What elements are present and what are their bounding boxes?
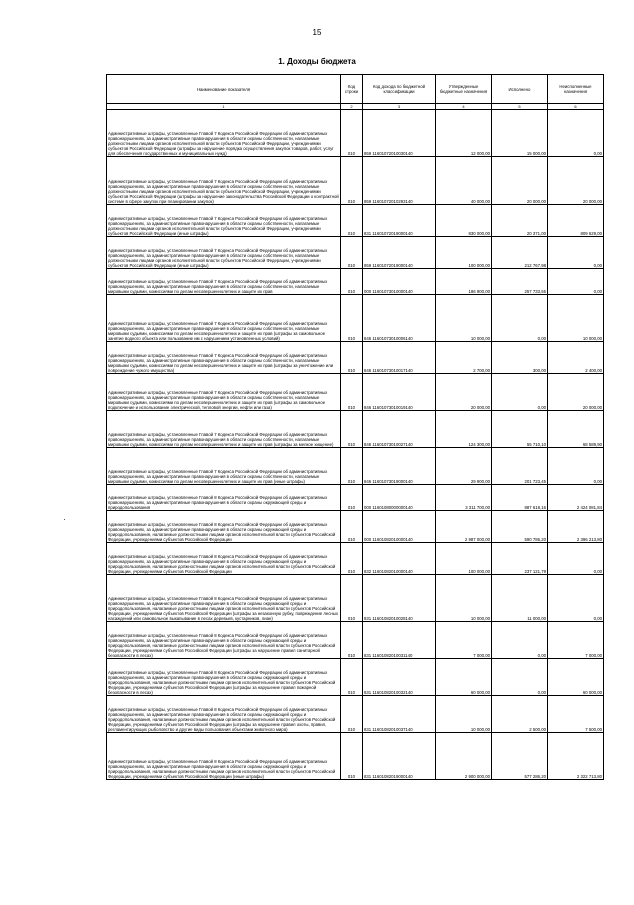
table-row	[107, 205, 604, 237]
row-name-cell: Административные штрафы, установленные Главой 8 Кодекса Российской Федерации об административных правонарушениях, за административные правонарушения в области охраны окружающей среды и природопользования, налагаемые должностными лицами органов исполнительной власти субъектов Российской Федерации, учреждениями субъектов Российской Федерации (штрафы за незаконную рубку, повреждение лесных насаждений или самовольное выкапывание в лесах деревьев, кустарников, лиан)	[107, 575, 341, 622]
row-unexecuted-cell: 809 629,00	[548, 205, 604, 237]
row-line-code-cell: 010	[341, 543, 363, 575]
row-line-code-cell: 010	[341, 733, 363, 780]
document-title: 1. Доходы бюджета	[278, 57, 356, 66]
row-unexecuted-cell: 2 322 713,80	[548, 733, 604, 780]
row-name-cell: Административные штрафы, установленные Главой 7 Кодекса Российской Федерации об административных правонарушениях, за административные правонарушения в области охраны собственности, налагаемые должностными лицами органов исполнительной власти субъектов Российской Федерации, учреждениями субъектов Российской Федерации (штрафы за нарушение законодательства Российской Федерации о контрактной системе в сфере закупок при планировании закупок)	[107, 157, 341, 205]
row-approved-cell: 830 000,00	[436, 205, 492, 237]
row-executed-cell: 201 723,45	[492, 448, 548, 485]
row-approved-cell: 3 311 700,00	[436, 485, 492, 511]
header-unexecuted: Неисполненные назначения	[548, 75, 604, 104]
row-line-code-cell: 010	[341, 110, 363, 157]
table-row	[107, 622, 604, 659]
row-approved-cell: 10 000,00	[436, 696, 492, 733]
row-line-code-cell: 010	[341, 511, 363, 543]
row-unexecuted-cell: 0,00	[548, 448, 604, 485]
row-classification-code-cell: 859 11601072019000140	[363, 237, 436, 269]
row-approved-cell: 186 900,00	[436, 269, 492, 295]
table-row	[107, 485, 604, 511]
row-unexecuted-cell: 7 500,00	[548, 696, 604, 733]
table-row	[107, 511, 604, 543]
table-row	[107, 374, 604, 411]
row-approved-cell: 7 000,00	[436, 622, 492, 659]
row-name-cell: Административные штрафы, установленные Главой 8 Кодекса Российской Федерации об административных правонарушениях, за административные правонарушения в области охраны окружающей среды и природопользования	[107, 485, 341, 511]
table-row	[107, 157, 604, 205]
row-executed-cell: 55 710,10	[492, 411, 548, 448]
row-name-cell: Административные штрафы, установленные Главой 7 Кодекса Российской Федерации об административных правонарушениях, за административные правонарушения в области охраны собственности, налагаемые должностными лицами органов исполнительной власти субъектов Российской Федерации, учреждениями субъектов Российской Федерации (иные штрафы)	[107, 205, 341, 237]
row-name-cell: Административные штрафы, установленные Главой 7 Кодекса Российской Федерации об административных правонарушениях, за административные правонарушения в области охраны собственности, налагаемые мировыми судьями, комиссиями по делам несовершеннолетних и защите их прав (иные штрафы)	[107, 448, 341, 485]
row-approved-cell: 10 000,00	[436, 575, 492, 622]
row-executed-cell: 11 000,00	[492, 575, 548, 622]
row-line-code-cell: 010	[341, 411, 363, 448]
row-line-code-cell: 010	[341, 374, 363, 411]
row-name-cell: Административные штрафы, установленные Главой 7 Кодекса Российской Федерации об административных правонарушениях, за административные правонарушения в области охраны собственности, налагаемые должностными лицами органов исполнительной власти субъектов Российской Федерации, учреждениями субъектов Российской Федерации (штрафы за нарушение порядка осуществления закупок товаров, работ, услуг для обеспечения государственных и муниципальных нужд)	[107, 110, 341, 157]
row-name-cell: Административные штрафы, установленные Главой 8 Кодекса Российской Федерации об административных правонарушениях, за административные правонарушения в области охраны окружающей среды и природопользования, налагаемые должностными лицами органов исполнительной власти субъектов Российской Федерации, учреждениями субъектов Российской Федерации	[107, 511, 341, 543]
row-line-code-cell: 010	[341, 485, 363, 511]
header-classification-code: Код дохода по бюджетной классификации	[363, 75, 436, 104]
row-name-cell: Административные штрафы, установленные Главой 7 Кодекса Российской Федерации об административных правонарушениях, за административные правонарушения в области охраны собственности, налагаемые мировыми судьями, комиссиями по делам несовершеннолетних и защите их прав	[107, 269, 341, 295]
row-line-code-cell: 010	[341, 448, 363, 485]
header-line-code: Код строки	[341, 75, 363, 104]
table-row	[107, 733, 604, 780]
row-unexecuted-cell: 0,00	[548, 269, 604, 295]
row-approved-cell: 20 000,00	[436, 374, 492, 411]
row-unexecuted-cell: 20 000,00	[548, 157, 604, 205]
row-name-cell: Административные штрафы, установленные Главой 8 Кодекса Российской Федерации об административных правонарушениях, за административные правонарушения в области охраны окружающей среды и природопользования, налагаемые должностными лицами органов исполнительной власти субъектов Российской Федерации, учреждениями субъектов Российской Федерации (штрафы за нарушение правил пожарной безопасности в лесах)	[107, 659, 341, 696]
row-approved-cell: 2 987 000,00	[436, 511, 492, 543]
row-classification-code-cell: 831 11601082010037140	[363, 696, 436, 733]
row-executed-cell: 20 371,00	[492, 205, 548, 237]
row-approved-cell: 2 700,00	[436, 342, 492, 374]
row-name-cell: Административные штрафы, установленные Главой 8 Кодекса Российской Федерации об административных правонарушениях, за административные правонарушения в области охраны окружающей среды и природопользования, налагаемые должностными лицами органов исполнительной власти субъектов Российской Федерации, учреждениями субъектов Российской Федерации (иные штрафы)	[107, 733, 341, 780]
budget-revenue-table	[106, 74, 604, 780]
row-unexecuted-cell: 68 589,90	[548, 411, 604, 448]
row-line-code-cell: 010	[341, 696, 363, 733]
header-approved: Утвержденные бюджетные назначения	[436, 75, 492, 104]
row-executed-cell: 20 000,00	[492, 157, 548, 205]
row-unexecuted-cell: 7 000,00	[548, 622, 604, 659]
row-name-cell: Административные штрафы, установленные Главой 7 Кодекса Российской Федерации об административных правонарушениях, за административные правонарушения в области охраны собственности, налагаемые мировыми судьями, комиссиями по делам несовершеннолетних и защите их прав (штрафы за уничтожение или повреждение чужого имущества)	[107, 342, 341, 374]
row-classification-code-cell: 859 11601072010293140	[363, 157, 436, 205]
row-executed-cell: 0,00	[492, 622, 548, 659]
row-classification-code-cell: 000 11601080000000140	[363, 485, 436, 511]
column-number: 4	[436, 104, 492, 110]
row-classification-code-cell: 831 11601082010028140	[363, 575, 436, 622]
row-name-cell: Административные штрафы, установленные Главой 8 Кодекса Российской Федерации об административных правонарушениях, за административные правонарушения в области охраны окружающей среды и природопользования, налагаемые должностными лицами органов исполнительной власти субъектов Российской Федерации, учреждениями субъектов Российской Федерации (штрафы за нарушение правил санитарной безопасности в лесах)	[107, 622, 341, 659]
row-approved-cell: 29 900,00	[436, 448, 492, 485]
row-classification-code-cell: 831 11601082010032140	[363, 659, 436, 696]
row-approved-cell: 2 900 000,00	[436, 733, 492, 780]
table-row	[107, 110, 604, 157]
table-row	[107, 659, 604, 696]
row-approved-cell: 12 000,00	[436, 110, 492, 157]
column-number: 6	[548, 104, 604, 110]
row-classification-code-cell: 846 11601073010019140	[363, 374, 436, 411]
row-executed-cell: 590 786,20	[492, 511, 548, 543]
row-line-code-cell: 010	[341, 575, 363, 622]
row-approved-cell: 100 000,00	[436, 237, 492, 269]
row-classification-code-cell: 831 11601082010031140	[363, 622, 436, 659]
row-classification-code-cell: 832 11601082010000140	[363, 543, 436, 575]
row-name-cell: Административные штрафы, установленные Главой 7 Кодекса Российской Федерации об административных правонарушениях, за административные правонарушения в области охраны собственности, налагаемые должностными лицами органов исполнительной власти субъектов Российской Федерации, учреждениями субъектов Российской Федерации (иные штрафы)	[107, 237, 341, 269]
table-row	[107, 295, 604, 342]
table-row	[107, 269, 604, 295]
row-name-cell: Административные штрафы, установленные Главой 8 Кодекса Российской Федерации об административных правонарушениях, за административные правонарушения в области охраны окружающей среды и природопользования, налагаемые должностными лицами органов исполнительной власти субъектов Российской Федерации, учреждениями субъектов Российской Федерации (штрафы за нарушение правил охоты, правил, регламентирующих рыболовство и другие виды пользования объектами животного мира)	[107, 696, 341, 733]
row-classification-code-cell: 831 11601082019000140	[363, 733, 436, 780]
row-line-code-cell: 010	[341, 295, 363, 342]
row-executed-cell: 212 767,98	[492, 237, 548, 269]
row-approved-cell: 100 000,00	[436, 543, 492, 575]
row-unexecuted-cell: 2 400,00	[548, 342, 604, 374]
row-executed-cell: 300,00	[492, 342, 548, 374]
row-approved-cell: 40 000,00	[436, 157, 492, 205]
row-approved-cell: 60 000,00	[436, 659, 492, 696]
row-classification-code-cell: 846 11601073019000140	[363, 448, 436, 485]
row-name-cell: Административные штрафы, установленные Главой 7 Кодекса Российской Федерации об административных правонарушениях, за административные правонарушения в области охраны собственности, налагаемые мировыми судьями, комиссиями по делам несовершеннолетних и защите их прав (штрафы за самовольное занятие водного объекта или пользование им с нарушением установленных условий)	[107, 295, 341, 342]
row-unexecuted-cell: 60 000,00	[548, 659, 604, 696]
row-unexecuted-cell: 0,00	[548, 110, 604, 157]
column-number: 1	[107, 104, 341, 110]
row-line-code-cell: 010	[341, 342, 363, 374]
row-classification-code-cell: 846 11601073010027140	[363, 411, 436, 448]
row-approved-cell: 124 300,00	[436, 411, 492, 448]
row-classification-code-cell: 831 11601072019000140	[363, 205, 436, 237]
table-header-row	[107, 75, 604, 104]
row-classification-code-cell: 846 11601073010017140	[363, 342, 436, 374]
row-executed-cell: 257 733,55	[492, 269, 548, 295]
column-number: 5	[492, 104, 548, 110]
column-number: 3	[363, 104, 436, 110]
row-unexecuted-cell: 0,00	[548, 575, 604, 622]
row-executed-cell: 577 286,20	[492, 733, 548, 780]
row-line-code-cell: 010	[341, 269, 363, 295]
row-executed-cell: 237 121,79	[492, 543, 548, 575]
row-name-cell: Административные штрафы, установленные Главой 8 Кодекса Российской Федерации об административных правонарушениях, за административные правонарушения в области охраны окружающей среды и природопользования, налагаемые должностными лицами органов исполнительной власти субъектов Российской Федерации, учреждениями субъектов Российской Федерации	[107, 543, 341, 575]
row-executed-cell: 15 000,00	[492, 110, 548, 157]
row-executed-cell: 0,00	[492, 659, 548, 696]
row-classification-code-cell: 859 11601072010030140	[363, 110, 436, 157]
table-row	[107, 342, 604, 374]
row-unexecuted-cell: 0,00	[548, 543, 604, 575]
row-name-cell: Административные штрафы, установленные Главой 7 Кодекса Российской Федерации об административных правонарушениях, за административные правонарушения в области охраны собственности, налагаемые мировыми судьями, комиссиями по делам несовершеннолетних и защите их прав (штрафы за мелкое хищение)	[107, 411, 341, 448]
row-line-code-cell: 010	[341, 622, 363, 659]
row-executed-cell: 0,00	[492, 295, 548, 342]
column-number: 2	[341, 104, 363, 110]
row-line-code-cell: 010	[341, 659, 363, 696]
row-unexecuted-cell: 10 000,00	[548, 295, 604, 342]
row-unexecuted-cell: 2 396 213,80	[548, 511, 604, 543]
header-indicator-name: Наименование показателя	[107, 75, 341, 104]
row-unexecuted-cell: 2 424 081,84	[548, 485, 604, 511]
table-row	[107, 448, 604, 485]
row-executed-cell: 887 618,16	[492, 485, 548, 511]
table-row	[107, 543, 604, 575]
row-executed-cell: 2 500,00	[492, 696, 548, 733]
header-executed: Исполнено	[492, 75, 548, 104]
table-row	[107, 237, 604, 269]
scan-speck	[64, 519, 65, 520]
row-unexecuted-cell: 0,00	[548, 237, 604, 269]
row-line-code-cell: 010	[341, 205, 363, 237]
row-executed-cell: 0,00	[492, 374, 548, 411]
row-name-cell: Административные штрафы, установленные Главой 7 Кодекса Российской Федерации об административных правонарушениях, за административные правонарушения в области охраны собственности, налагаемые мировыми судьями, комиссиями по делам несовершеннолетних и защите их прав (штрафы за самовольное подключение и использование электрической, тепловой энергии, нефти или газа)	[107, 374, 341, 411]
row-line-code-cell: 010	[341, 157, 363, 205]
table-row	[107, 411, 604, 448]
table-row	[107, 696, 604, 733]
row-classification-code-cell: 000 11601082010000140	[363, 511, 436, 543]
row-classification-code-cell: 846 11601073010006140	[363, 295, 436, 342]
row-line-code-cell: 010	[341, 237, 363, 269]
table-row	[107, 575, 604, 622]
row-classification-code-cell: 000 11601073010000140	[363, 269, 436, 295]
row-unexecuted-cell: 20 000,00	[548, 374, 604, 411]
row-approved-cell: 10 000,00	[436, 295, 492, 342]
page-number: 15	[312, 28, 322, 37]
